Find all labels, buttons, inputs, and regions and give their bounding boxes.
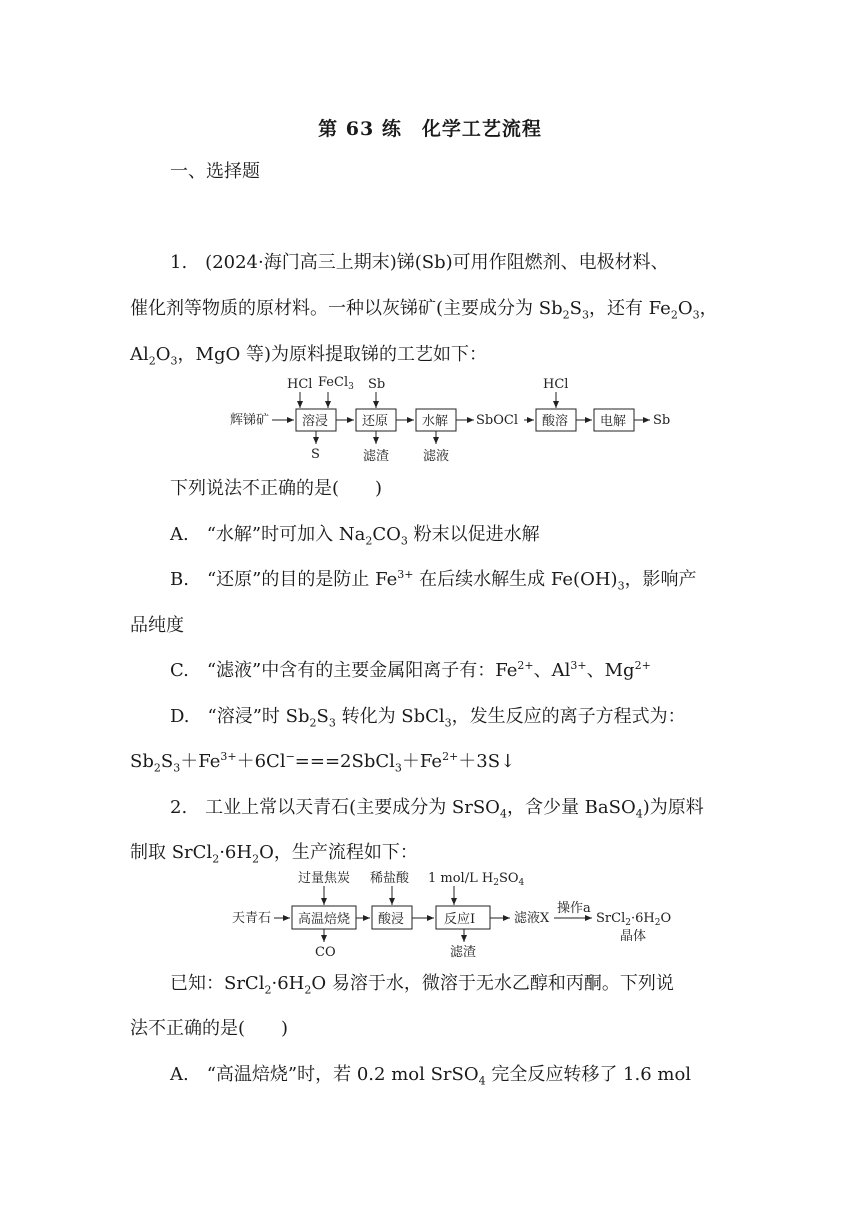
q1-option-c: C. “滤液”中含有的主要金属阳离子有：$Fe^{2+}$、$Al^{3+}$、$Mg^{2+}$ <box>170 659 651 681</box>
q1-box-acid-dissolve-label: 酸溶 <box>542 414 569 429</box>
page-title: 第 63 练 化学工艺流程 <box>318 118 542 140</box>
q1-option-d-equation: $Sb_2S_3+Fe^{3+}+6Cl^-===2SbCl_3+Fe^{2+}+3S↓$ <box>130 750 516 775</box>
q2-input-h2so4: 1 mol/L $H_2SO_4$ <box>428 871 525 888</box>
q1-input-hcl-2: HCl <box>543 377 569 392</box>
q1-box-electrolysis-label: 电解 <box>600 414 627 429</box>
q2-known-line-2: 法不正确的是( ) <box>130 1018 289 1039</box>
q2-box-roast-label: 高温焙烧 <box>298 912 351 927</box>
q1-line-1: 1. (2024·海门高三上期末)锑(Sb)可用作阻燃剂、电极材料、 <box>170 252 669 273</box>
q1-line-3: $Al_2O_3$，MgO 等)为原料提取锑的工艺如下： <box>130 344 487 368</box>
q1-box-dissolve-label: 溶浸 <box>302 414 329 429</box>
q1-flow-diagram <box>230 374 690 466</box>
q1-output-residue: 滤渣 <box>363 449 390 464</box>
q2-operation-a: 操作a <box>557 901 591 916</box>
q1-option-d-line-1: D. “溶浸”时 $Sb_2S_3$ 转化为 SbCl$_3$，发生反应的离子方程式为： <box>170 706 686 730</box>
q1-output-s: S <box>311 447 320 462</box>
q2-option-a: A. “高温焙烧”时，若 0.2 mol SrSO$_4$ 完全反应转移了 1.6 mol <box>170 1064 692 1088</box>
q2-line-1: 2. 工业上常以天青石(主要成分为 SrSO$_4$，含少量 BaSO$_4$)为原料 <box>170 797 704 821</box>
q2-input-hcl: 稀盐酸 <box>370 871 410 886</box>
q1-option-b-line-2: 品纯度 <box>130 615 184 636</box>
q1-box-hydrolysis-label: 水解 <box>422 414 449 429</box>
q1-input-hcl: HCl <box>287 377 313 392</box>
section-heading: 一、选择题 <box>170 161 260 182</box>
q1-input-sb: Sb <box>368 377 386 392</box>
q2-box-reaction-label: 反应Ⅰ <box>444 912 476 927</box>
q1-option-a: A. “水解”时可加入 $Na_2CO_3$ 粉末以促进水解 <box>170 524 540 548</box>
q2-output-co: CO <box>315 945 336 960</box>
q2-known-line-1: 已知：$SrCl_2\cdot 6H_2O$ 易溶于水，微溶于无水乙醇和丙酮。下列说 <box>170 973 674 997</box>
q2-output-residue: 滤渣 <box>450 945 477 960</box>
q1-line-2: 催化剂等物质的原材料。一种以灰锑矿(主要成分为 $Sb_2S_3$，还有 $Fe_2O_3$， <box>130 298 718 322</box>
q2-box-acid-leach-label: 酸浸 <box>378 912 405 927</box>
q2-line-2: 制取 $SrCl_2\cdot 6H_2O$，生产流程如下： <box>130 842 418 866</box>
q1-intermediate-sbocl: SbOCl <box>476 413 518 428</box>
q1-product-sb: Sb <box>653 413 671 428</box>
q2-start-label: 天青石 <box>232 911 272 926</box>
q2-product-note: 晶体 <box>620 929 647 944</box>
q2-input-coke: 过量焦炭 <box>298 871 351 886</box>
q1-start-label: 辉锑矿 <box>230 413 270 428</box>
q1-box-reduce-label: 还原 <box>362 414 389 429</box>
q2-flow-diagram <box>232 866 702 962</box>
q2-filtrate-x: 滤液X <box>514 911 550 926</box>
q1-option-b-line-1: B. “还原”的目的是防止 $Fe^{3+}$ 在后续水解生成 $Fe(OH)_3$，影响产 <box>170 568 697 593</box>
q1-input-fecl3: FeCl$_3$ <box>318 375 354 392</box>
q1-stem: 下列说法不正确的是( ) <box>170 478 383 499</box>
q1-output-filtrate: 滤液 <box>423 449 450 464</box>
q2-product: $SrCl_2\cdot 6H_2O$ <box>596 911 672 928</box>
